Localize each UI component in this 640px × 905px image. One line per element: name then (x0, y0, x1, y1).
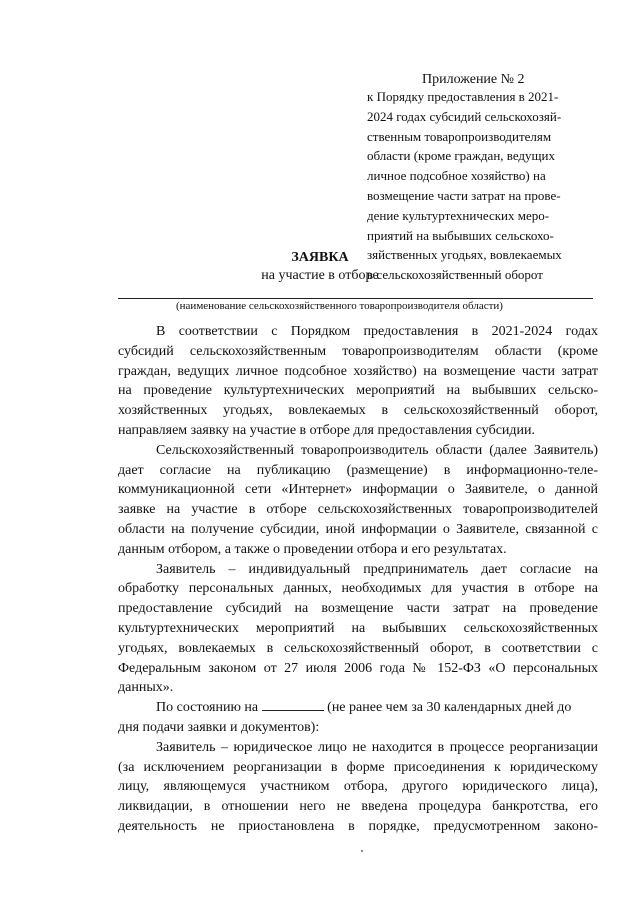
text-line: предоставление субсидий на возмещение части затрат на проведение (118, 601, 598, 617)
text-line: лицу, являющемуся участником отбора, другого юридического лица), (118, 779, 598, 795)
appendix-line: 2024 годах субсидий сельскохозяй- (367, 108, 562, 124)
appendix-line: дение культуртехнических меро- (367, 207, 550, 223)
text-line: деятельность не приостановлена в порядке, предусмотренном законо- (118, 818, 598, 834)
status-date-blank (262, 698, 324, 711)
text-line: на проведение культуртехнических мероприятий на выбывших сельско- (118, 383, 598, 399)
document-subheading: на участие в отборе (261, 268, 379, 283)
status-date-prefix: По состоянию на (156, 700, 259, 716)
paragraph-request (118, 322, 598, 441)
text-line: культуртехнических мероприятий на выбывших сельскохозяйственных (118, 620, 598, 636)
text-line: дня подачи заявки и документов): (118, 719, 320, 735)
text-line (118, 698, 598, 718)
text-line: (за исключением реорганизации в форме присоединения к юридическому (118, 759, 598, 775)
status-date-suffix: (не ранее чем за 30 календарных дней до (327, 700, 572, 716)
text-line: обработку персональных данных, необходимых для участия в отборе на (118, 581, 598, 597)
text-line: хозяйственных угодьях, вовлекаемых в сельскохозяйственный оборот, (118, 403, 598, 419)
appendix-line: зяйственных угодьях, вовлекаемых (367, 247, 562, 263)
document-body (118, 322, 598, 837)
text-line: субсидий сельскохозяйственным товаропроизводителям области (кроме (118, 343, 598, 359)
appendix-line: приятий на выбывших сельскохо- (367, 227, 554, 243)
appendix-line: ственным товаропроизводителям (367, 128, 552, 144)
text-line: граждан, ведущих личное подсобное хозяйство) на возмещение части затрат (118, 363, 598, 379)
paragraph-legal-entity-status (118, 738, 598, 837)
appendix-line: личное подсобное хозяйство) на (367, 168, 546, 184)
appendix-line: возмещение части затрат на прове- (367, 187, 561, 203)
text-line: направляем заявку на участие в отборе для предоставления субсидии. (118, 422, 536, 438)
page-mark (361, 850, 363, 852)
appendix-line: области (кроме граждан, ведущих (367, 148, 556, 164)
text-line: коммуникационной сети «Интернет» информации о Заявителе, о данной (118, 482, 598, 498)
appendix-title: Приложение № 2 (422, 72, 525, 87)
applicant-name-caption: (наименование сельскохозяйственного товаропроизводителя области) (176, 300, 503, 312)
text-line: Федеральным законом от 27 июля 2006 года № 152-ФЗ «О персональных (118, 660, 598, 676)
paragraph-publication-consent (118, 441, 598, 560)
text-line: В соответствии с Порядком предоставления в 2021-2024 годах (156, 324, 598, 339)
text-line: дает согласие на публикацию (размещение) в информационно-теле- (118, 462, 598, 478)
appendix-line: в сельскохозяйственный оборот (367, 267, 543, 283)
document-heading: ЗАЯВКА (291, 250, 349, 265)
applicant-name-line (118, 298, 593, 299)
paragraph-personal-data-consent (118, 560, 598, 699)
text-line: ликвидации, в отношении него не введена процедура банкротства, его (118, 799, 598, 815)
text-line: заявке на участие в отборе сельскохозяйственных товаропроизводителей (118, 502, 598, 518)
text-line: угодьях, вовлекаемых в сельскохозяйственный оборот, в соответствии с (118, 640, 598, 656)
text-line: области на получение субсидии, иной информации о Заявителе, связанной с (118, 521, 598, 537)
appendix-line: к Порядку предоставления в 2021- (367, 89, 559, 104)
paragraph-status-date (118, 698, 598, 738)
text-line: данных». (118, 680, 174, 696)
text-line: Сельскохозяйственный товаропроизводитель области (далее Заявитель) (156, 442, 598, 458)
text-line: данным отбором, а также о проведении отбора и его результатах. (118, 541, 507, 557)
text-line: Заявитель – юридическое лицо не находится в процессе реорганизации (156, 739, 598, 755)
text-line: Заявитель – индивидуальный предприниматель дает согласие на (156, 561, 598, 577)
